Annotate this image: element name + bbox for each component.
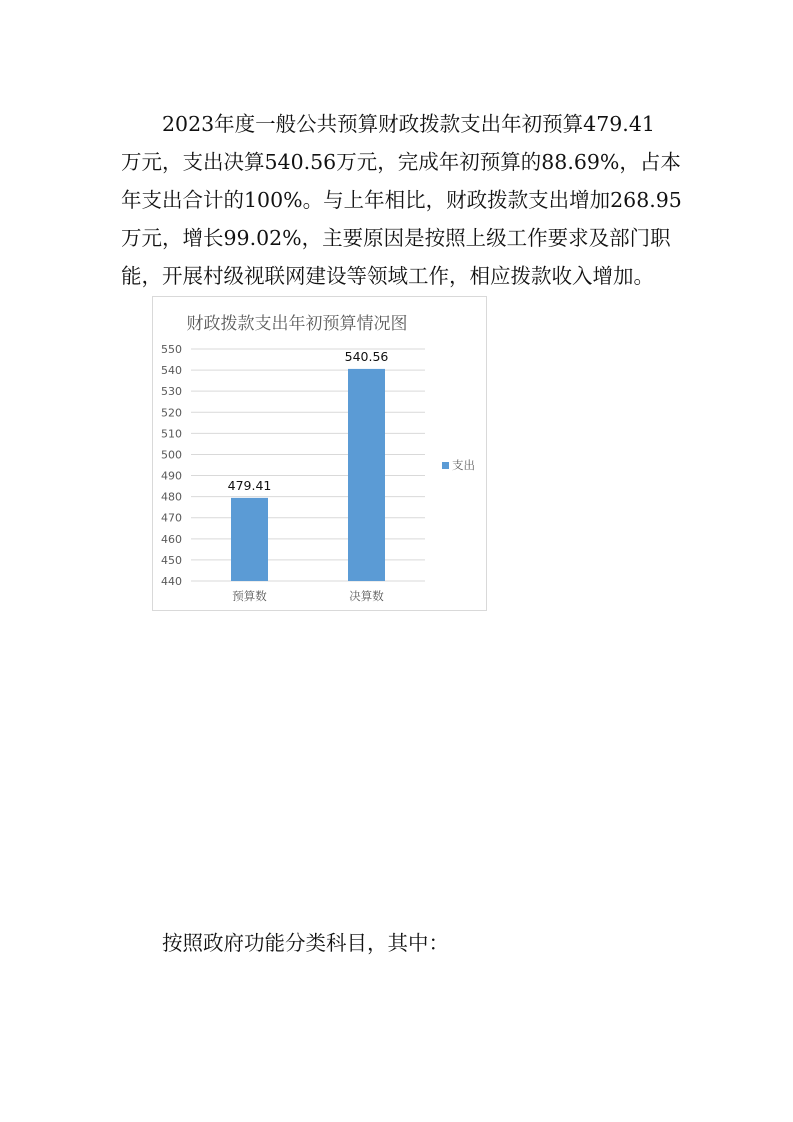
x-tick-label: 决算数: [349, 589, 384, 603]
x-tick-label: 预算数: [232, 589, 267, 603]
paragraph-line: 万元，支出决算540.56万元，完成年初预算的88.69%，占本: [121, 150, 681, 174]
paragraph-line: 能，开展村级视联网建设等领域工作，相应拨款收入增加。: [121, 264, 654, 288]
y-tick-label: 470: [161, 511, 182, 525]
y-tick-label: 480: [161, 490, 182, 504]
y-tick-label: 510: [161, 427, 182, 441]
y-tick-label: 540: [161, 364, 182, 378]
y-tick-label: 440: [161, 575, 182, 588]
chart-legend: [442, 458, 475, 472]
paragraph-line: 万元，增长99.02%，主要原因是按照上级工作要求及部门职: [121, 226, 671, 250]
y-tick-label: 450: [161, 553, 182, 567]
paragraph-line: 2023年度一般公共预算财政拨款支出年初预算479.41: [162, 112, 655, 136]
chart-y-axis: [161, 343, 182, 588]
paragraph-line: 年支出合计的100%。与上年相比，财政拨款支出增加268.95: [121, 188, 682, 212]
chart-gridlines: [191, 349, 425, 581]
y-tick-label: 550: [161, 343, 182, 356]
bar-chart-canvas: [153, 297, 488, 612]
legend-label: 支出: [452, 458, 475, 472]
chart-x-axis: [232, 589, 384, 603]
chart-title: 财政拨款支出年初预算情况图: [186, 314, 408, 334]
chart-bars: [231, 369, 385, 581]
y-tick-label: 530: [161, 385, 182, 399]
bar: [348, 369, 385, 581]
y-tick-label: 520: [161, 406, 182, 420]
section-intro-text: 按照政府功能分类科目，其中：: [162, 931, 449, 955]
data-label: 479.41: [227, 477, 272, 493]
budget-paragraph: [121, 105, 681, 295]
bar-chart: [152, 296, 487, 611]
bar: [231, 498, 268, 581]
legend-swatch: [442, 462, 449, 469]
y-tick-label: 500: [161, 448, 182, 462]
data-label: 540.56: [344, 348, 389, 364]
y-tick-label: 490: [161, 469, 182, 483]
y-tick-label: 460: [161, 532, 182, 546]
